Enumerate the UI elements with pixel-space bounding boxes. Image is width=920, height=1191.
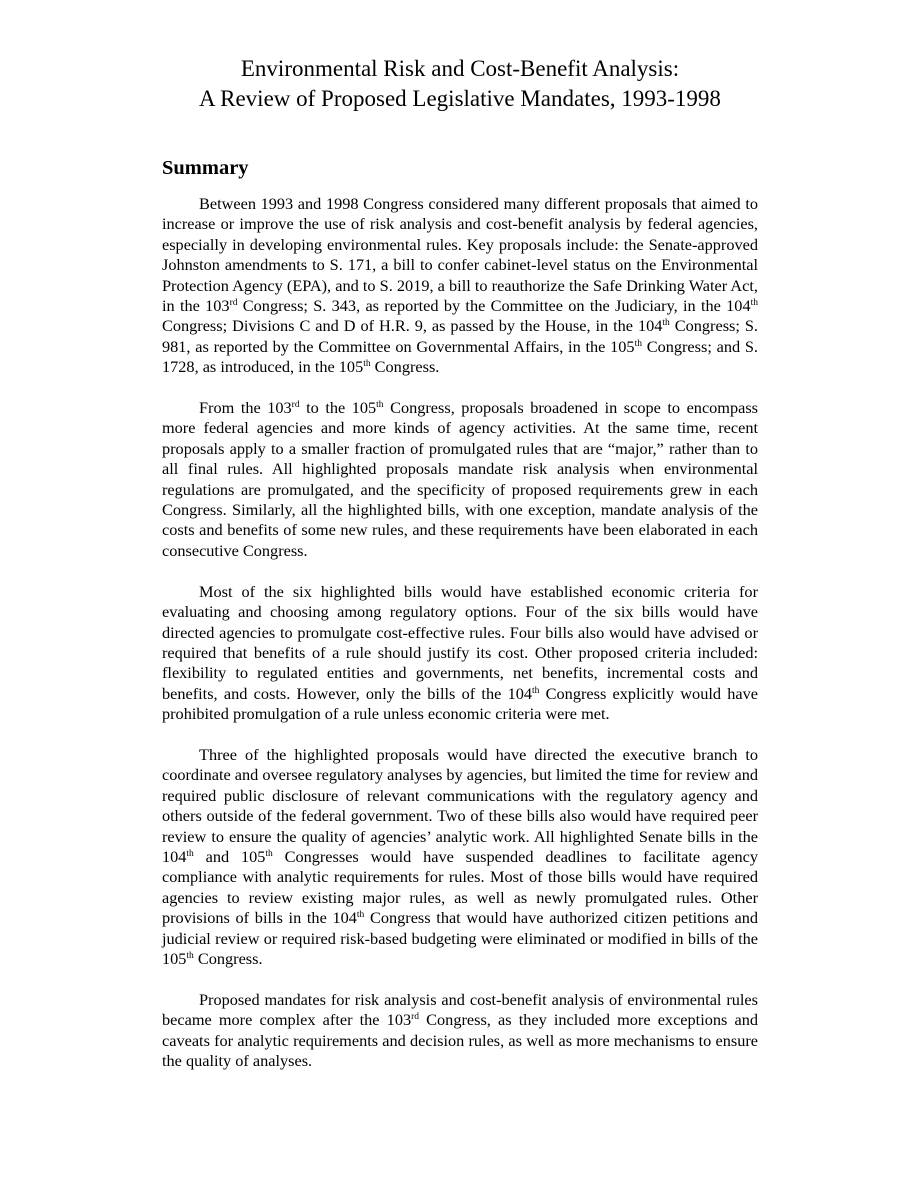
ordinal-superscript: th: [186, 848, 194, 859]
text-run: Between 1993 and 1998 Congress considered many different proposals that aimed to increase or improve the use of risk analysis and cost-benefit analysis by federal agencies, especially in developing environmental rules. Key proposals include: the Senate-approved Johnston amendments to S. 171, a bill to confer cabinet-level status on the Environmental Protection Agency (EPA), and to S. 2019, a bill to reauthorize the Safe Drinking Water Act, in the 103: [162, 194, 758, 316]
summary-paragraph-4: [162, 745, 758, 969]
text-run: Congress; S. 343, as reported by the Committee on the Judiciary, in the 104: [237, 296, 751, 316]
text-run: Congress, proposals broadened in scope to encompass more federal agencies and more kinds of agency activities. At the same time, recent proposals apply to a smaller fraction of promulgated rules that are “major,” rather than to all final rules. All highlighted proposals mandate risk analysis when environmental regulations are promulgated, and the specificity of proposed requirements grew in each Congress. Similarly, all the highlighted bills, with one exception, mandate analysis of the costs and benefits of some new rules, and these requirements have been elaborated in each consecutive Congress.: [162, 398, 759, 560]
text-run: Congress; S. 981, as reported by the Committee on Governmental Affairs, in the 105: [162, 316, 758, 356]
text-run: Most of the six highlighted bills would have established economic criteria for evaluating and choosing among regulatory options. Four of the six bills would have directed agencies to promulgate cost-effective rules. Four bills also would have advised or required that benefits of a rule should justify its cost. Other proposed criteria included: flexibility to regulated entities and governments, net benefits, incremental costs and benefits, and costs. However, only the bills of the 104: [162, 581, 758, 703]
text-run: to the 105: [299, 398, 377, 418]
text-run: Congress, as they included more exceptions and caveats for analytic requirements and decision rules, as well as more mechanisms to ensure the quality of analyses.: [162, 1010, 758, 1070]
text-run: Congress explicitly would have prohibited promulgation of a rule unless economic criteria were met.: [162, 683, 759, 724]
title-line-2: A Review of Proposed Legislative Mandates, 1993-1998: [199, 86, 721, 111]
text-run: Congress.: [370, 357, 440, 377]
text-run: Congress; Divisions C and D of H.R. 9, as passed by the House, in the 104: [162, 316, 663, 336]
summary-paragraph-1: [162, 194, 758, 378]
ordinal-superscript: th: [750, 298, 758, 309]
summary-body: [162, 194, 758, 1071]
document-title: [138, 54, 782, 114]
text-run: and 105: [193, 846, 266, 866]
text-run: Congresses would have suspended deadlines to facilitate agency compliance with analytic requirements for rules. Most of those bills would have required agencies to review existing major rules, as well as newly promulgated rules. Other provisions of bills in the 104: [162, 846, 758, 928]
ordinal-superscript: th: [186, 950, 194, 961]
title-line-1: Environmental Risk and Cost-Benefit Analysis:: [240, 56, 680, 81]
ordinal-superscript: rd: [229, 298, 238, 309]
summary-paragraph-2: [162, 398, 758, 561]
text-run: Congress.: [193, 948, 263, 968]
summary-paragraph-5: [162, 990, 758, 1072]
ordinal-superscript: th: [265, 848, 273, 859]
section-heading-summary: Summary: [162, 157, 249, 179]
text-run: Congress that would have authorized citizen petitions and judicial review or required risk-based budgeting were eliminated or modified in bills of the 105: [162, 908, 758, 968]
summary-paragraph-3: [162, 582, 758, 725]
text-run: From the 103: [199, 398, 292, 418]
ordinal-superscript: rd: [411, 1012, 420, 1023]
ordinal-superscript: th: [634, 338, 642, 349]
ordinal-superscript: th: [662, 318, 670, 329]
ordinal-superscript: rd: [291, 400, 300, 411]
text-run: Three of the highlighted proposals would have directed the executive branch to coordinate and oversee regulatory analyses by agencies, but limited the time for review and required public disclosure of relevant communications with the regulatory agency and others outside of the federal government. Two of these bills also would have required peer review to ensure the quality of agencies’ analytic work. All highlighted Senate bills in the 104: [162, 744, 758, 866]
ordinal-superscript: th: [532, 685, 540, 696]
text-run: Proposed mandates for risk analysis and cost-benefit analysis of environmental rules became more complex after the 103: [162, 989, 758, 1030]
ordinal-superscript: th: [376, 400, 384, 411]
document-page: [162, 54, 758, 1071]
ordinal-superscript: th: [356, 910, 365, 921]
text-run: Congress; and S. 1728, as introduced, in the 105: [162, 336, 758, 377]
ordinal-superscript: th: [363, 359, 371, 370]
